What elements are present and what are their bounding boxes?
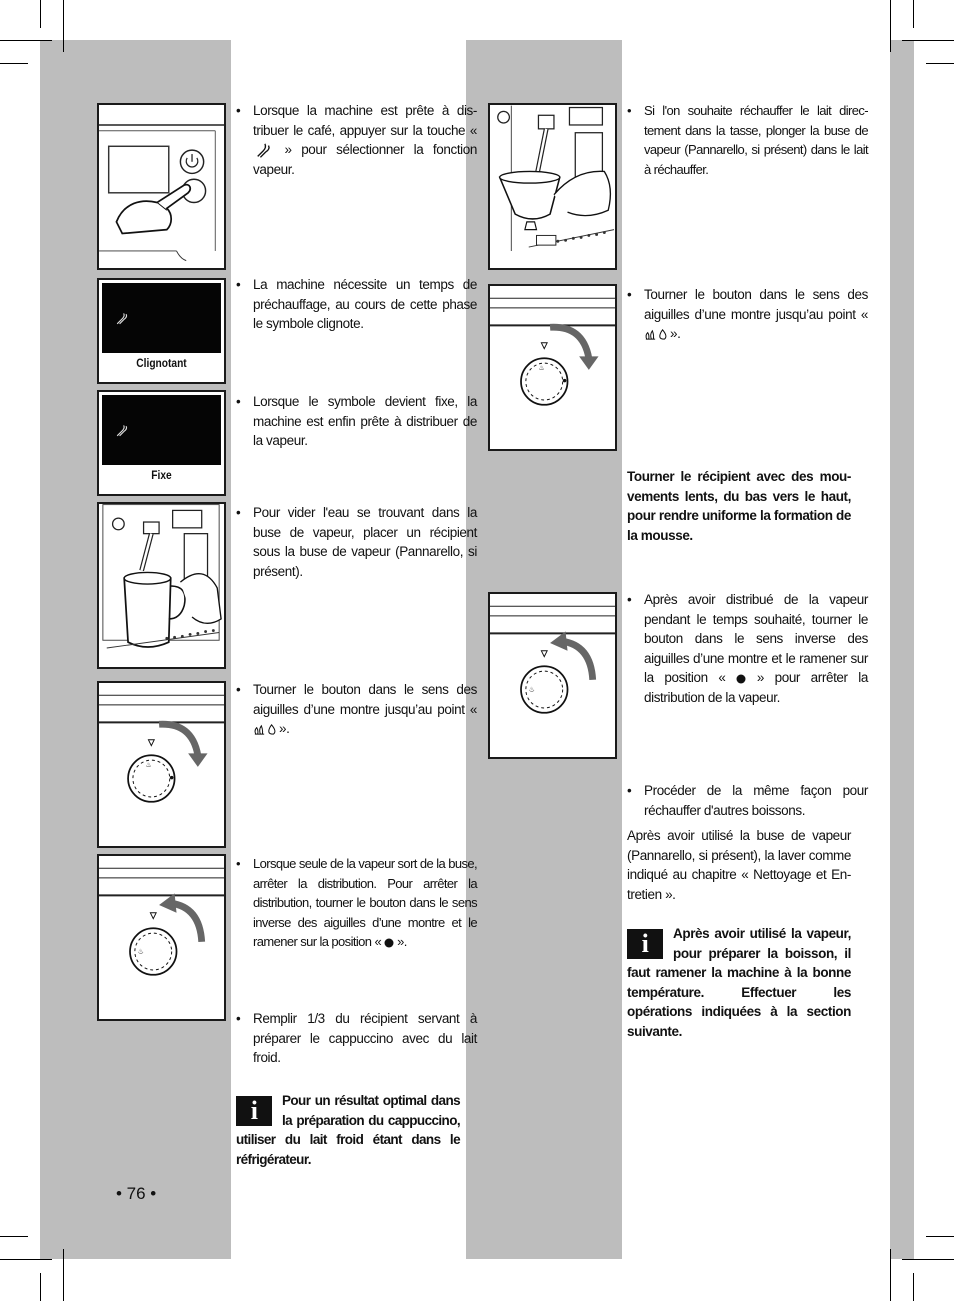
right-p3-text-a: Après avoir distribué de la vapeur pendant le temps souhaité, tourner le bouton dans le sens inverse des aiguilles d’une montre et le ramener sur la position « xyxy=(644,592,868,686)
crop-mark xyxy=(890,1249,891,1301)
left-p1-text-b: » pour sélectionner la fonction vapeur. xyxy=(253,142,477,177)
figure-press-steam-button xyxy=(97,103,226,270)
svg-text:♨: ♨ xyxy=(538,363,545,372)
knob-counterclockwise-illustration xyxy=(490,594,615,757)
right-paragraph-1 xyxy=(627,101,868,179)
bullet-dot: • xyxy=(236,505,241,520)
right-paragraph-5 xyxy=(627,826,851,904)
left-p4-text: Pour vider l'eau se trouvant dans la buse de vapeur, placer un récipient sous la buse de vapeur (Pannarello, si présent). xyxy=(253,505,477,579)
steam-button-icon xyxy=(253,142,275,160)
figure-knob-clockwise-2 xyxy=(488,284,617,451)
left-p7-text: Remplir 1/3 du récipient servant à préparer le cappuccino avec du lait froid. xyxy=(253,1011,477,1066)
crop-mark xyxy=(40,1273,41,1301)
figure-caption: Fixe xyxy=(151,468,172,482)
right-p5-text: Après avoir utilisé la buse de vapeur (Pannarello, si présent), la laver comme indiqué au chapitre « Nettoyage et En-tretien ». xyxy=(627,828,851,902)
figure-caption: Clignotant xyxy=(136,356,187,370)
crop-mark xyxy=(913,1273,914,1301)
left-paragraph-3 xyxy=(236,392,477,451)
right-info-text: Après avoir utilisé la vapeur, pour préparer la boisson, il faut ramener la machine à la bonne température. Effectuer les opérations indiquées à la section suivante. xyxy=(627,926,851,1039)
right-bold-note-text: Tourner le récipient avec des mou-vements lents, du bas vers le haut, pour rendre uniforme la formation de la mousse. xyxy=(627,469,851,543)
left-info-note xyxy=(236,1091,460,1169)
info-icon: i xyxy=(236,1096,272,1126)
knob-counterclockwise-illustration xyxy=(99,856,224,1019)
crop-mark xyxy=(890,0,891,52)
figure-display-blinking xyxy=(97,278,226,384)
bullet-dot: • xyxy=(236,682,241,697)
crop-mark xyxy=(63,1249,64,1301)
right-bold-note xyxy=(627,467,851,545)
bullet-dot: • xyxy=(627,103,631,118)
right-p1-text: Si l'on souhaite réchauffer le lait direc-tement dans la tasse, plonger la buse de vapeur (Pannarello, si présent) dans le lait à réchauffer. xyxy=(644,103,868,177)
crop-mark xyxy=(63,0,64,52)
figure-heat-milk-cup xyxy=(488,103,617,270)
crop-mark xyxy=(926,1236,954,1237)
left-paragraph-7 xyxy=(236,1009,477,1068)
left-paragraph-5 xyxy=(236,680,477,739)
bullet-dot: • xyxy=(236,394,241,409)
left-paragraph-1 xyxy=(236,101,477,179)
right-p2-text-b: ». xyxy=(670,326,681,342)
bullet-dot: • xyxy=(627,287,632,302)
left-p1-text-a: Lorsque la machine est prête à dis-tribuer le café, appuyer sur la touche « xyxy=(253,103,477,138)
left-paragraph-6 xyxy=(236,854,477,952)
steam-wand-container-illustration xyxy=(99,504,224,667)
crop-mark xyxy=(0,1259,52,1260)
crop-mark xyxy=(0,1236,28,1237)
off-position-dot-icon xyxy=(384,938,394,948)
left-paragraph-2 xyxy=(236,275,477,334)
info-icon: i xyxy=(627,929,663,959)
right-paragraph-3 xyxy=(627,590,868,708)
steam-water-symbol-icon xyxy=(253,723,279,736)
knob-clockwise-illustration xyxy=(99,683,224,846)
machine-control-panel-illustration xyxy=(99,105,224,268)
left-p6-text-a: Lorsque seule de la vapeur sort de la buse, arrêter la distribution. Pour arrêter la distribution, tourner le bouton dans le sens inverse des aiguilles d’une montre et le ramener sur la position « xyxy=(253,856,477,950)
off-position-dot-icon xyxy=(736,674,746,684)
crop-mark xyxy=(913,0,914,28)
bullet-dot: • xyxy=(236,277,241,292)
bullet-dot: • xyxy=(236,103,241,118)
left-p2-text: La machine nécessite un temps de préchauffage, au cours de cette phase le symbole clignote. xyxy=(253,277,477,332)
right-p2-text-a: Tourner le bouton dans le sens des aiguilles d’une montre jusqu’au point « xyxy=(644,287,868,322)
left-info-text: Pour un résultat optimal dans la préparation du cappuccino, utiliser du lait froid étant dans le réfrigérateur. xyxy=(236,1093,460,1167)
svg-text:♨: ♨ xyxy=(528,685,535,694)
crop-mark xyxy=(0,63,28,64)
bullet-dot: • xyxy=(627,783,632,798)
display-screen xyxy=(102,395,221,465)
figure-empty-water-container xyxy=(97,502,226,669)
crop-mark xyxy=(40,0,41,28)
figure-display-fixed xyxy=(97,390,226,496)
cup-under-steam-wand-illustration xyxy=(490,105,615,268)
crop-mark xyxy=(926,63,954,64)
left-p5-text-b: ». xyxy=(279,721,290,737)
bullet-dot: • xyxy=(236,856,240,871)
figure-knob-counterclockwise xyxy=(97,854,226,1021)
steam-icon xyxy=(114,311,130,327)
figure-knob-counterclockwise-2 xyxy=(488,592,617,759)
display-screen xyxy=(102,283,221,353)
crop-mark xyxy=(902,1259,954,1260)
page-number: • 76 • xyxy=(116,1184,157,1203)
right-paragraph-4 xyxy=(627,781,868,820)
steam-water-symbol-icon xyxy=(644,328,670,341)
svg-text:♨: ♨ xyxy=(137,947,144,956)
right-paragraph-2 xyxy=(627,285,868,344)
left-p6-text-b: ». xyxy=(397,934,407,950)
steam-icon xyxy=(114,423,130,439)
right-p4-text: Procéder de la même façon pour réchauffer d'autres boissons. xyxy=(644,783,868,818)
knob-clockwise-illustration xyxy=(490,286,615,449)
svg-text:♨: ♨ xyxy=(145,760,152,769)
figure-knob-clockwise xyxy=(97,681,226,848)
crop-mark xyxy=(0,40,52,41)
left-p5-text-a: Tourner le bouton dans le sens des aiguilles d’une montre jusqu’au point « xyxy=(253,682,477,717)
bullet-dot: • xyxy=(627,592,632,607)
right-margin-band xyxy=(890,40,914,1259)
left-paragraph-4 xyxy=(236,503,477,581)
right-p3-text-b: » pour arrêter la distribution de la vapeur. xyxy=(644,670,869,705)
bullet-dot: • xyxy=(236,1011,241,1026)
left-p3-text: Lorsque le symbole devient fixe, la machine est enfin prête à distribuer de la vapeur. xyxy=(253,394,477,449)
right-info-note xyxy=(627,924,851,1042)
crop-mark xyxy=(902,40,954,41)
